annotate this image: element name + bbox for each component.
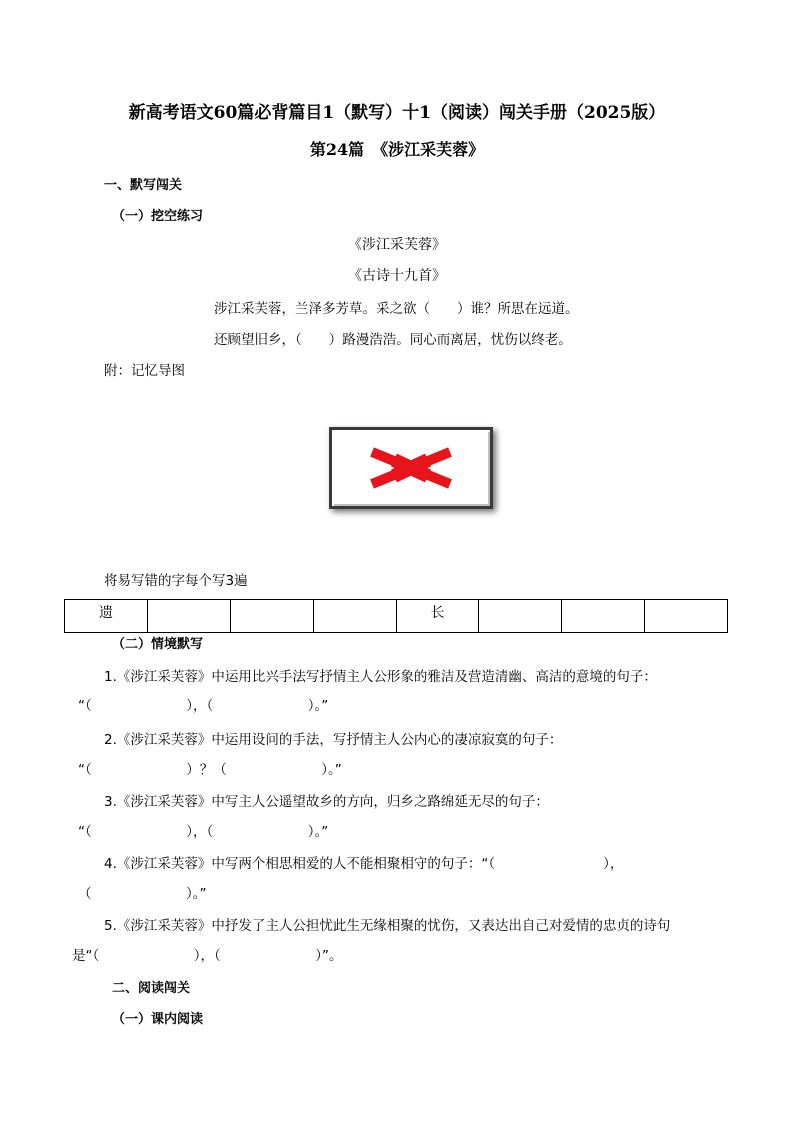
practice-cell[interactable]: 遗: [65, 600, 148, 633]
question-5-text: 5.《涉江采芙蓉》中抒发了主人公担忧此生无缘相聚的忧伤，又表达出自己对爱情的忠贞的诗句: [104, 918, 671, 934]
poem-source: 《古诗十九首》: [348, 268, 446, 284]
subsection-heading-fill-blank: （一）挖空练习: [112, 209, 204, 224]
poem-line-2: 还顾望旧乡，（ ）路漫浩浩。同心而离居，忧伤以终老。: [214, 332, 572, 348]
question-4-blanks[interactable]: （ ）。”: [78, 886, 207, 902]
practice-instruction: 将易写错的字每个写3遍: [104, 573, 248, 589]
practice-cell[interactable]: [147, 600, 230, 633]
section-heading-dictation: 一、默写闯关: [104, 178, 183, 193]
question-3-text: 3.《涉江采芙蓉》中写主人公遥望故乡的方向，归乡之路绵延无尽的句子：: [104, 794, 549, 810]
question-5-blanks[interactable]: 是“（ ），（ ）”。: [72, 948, 343, 964]
red-x-icon: [332, 430, 490, 506]
character-practice-table: [64, 599, 728, 633]
subsection-heading-context-dictation: （二）情境默写: [112, 637, 204, 652]
question-2-blanks[interactable]: “（ ）？（ ）。”: [78, 762, 342, 778]
practice-cell[interactable]: [562, 600, 645, 633]
subsection-heading-in-class-reading: （一）课内阅读: [112, 1012, 204, 1027]
question-1-blanks[interactable]: “（ ），（ ）。”: [78, 698, 329, 714]
appendix-label: 附：记忆导图: [104, 363, 185, 379]
practice-cell[interactable]: [479, 600, 562, 633]
question-1-text: 1.《涉江采芙蓉》中运用比兴手法写抒情主人公形象的雅洁及营造清幽、高洁的意境的句子：: [104, 669, 657, 685]
table-row: [65, 600, 728, 633]
broken-image-icon: [329, 427, 493, 509]
poem-title: 《涉江采芙蓉》: [348, 237, 446, 253]
question-2-text: 2.《涉江采芙蓉》中运用设问的手法，写抒情主人公内心的凄凉寂寞的句子：: [104, 732, 563, 748]
practice-cell[interactable]: [645, 600, 728, 633]
practice-cell[interactable]: [230, 600, 313, 633]
document-title: 新高考语文60篇必背篇目1（默写）十1（阅读）闯关手册（2025版）: [128, 103, 666, 123]
practice-cell[interactable]: [313, 600, 396, 633]
question-4-text[interactable]: 4.《涉江采芙蓉》中写两个相思相爱的人不能相聚相守的句子：“（ ），: [104, 856, 624, 872]
poem-line-1: 涉江采芙蓉，兰泽多芳草。采之欲（ ）谁？所思在远道。: [214, 301, 579, 317]
document-subtitle: 第24篇 《涉江采芙蓉》: [309, 140, 485, 159]
practice-cell[interactable]: 长: [396, 600, 479, 633]
section-heading-reading: 二、阅读闯关: [112, 981, 191, 996]
question-3-blanks[interactable]: “（ ），（ ）。”: [78, 824, 329, 840]
